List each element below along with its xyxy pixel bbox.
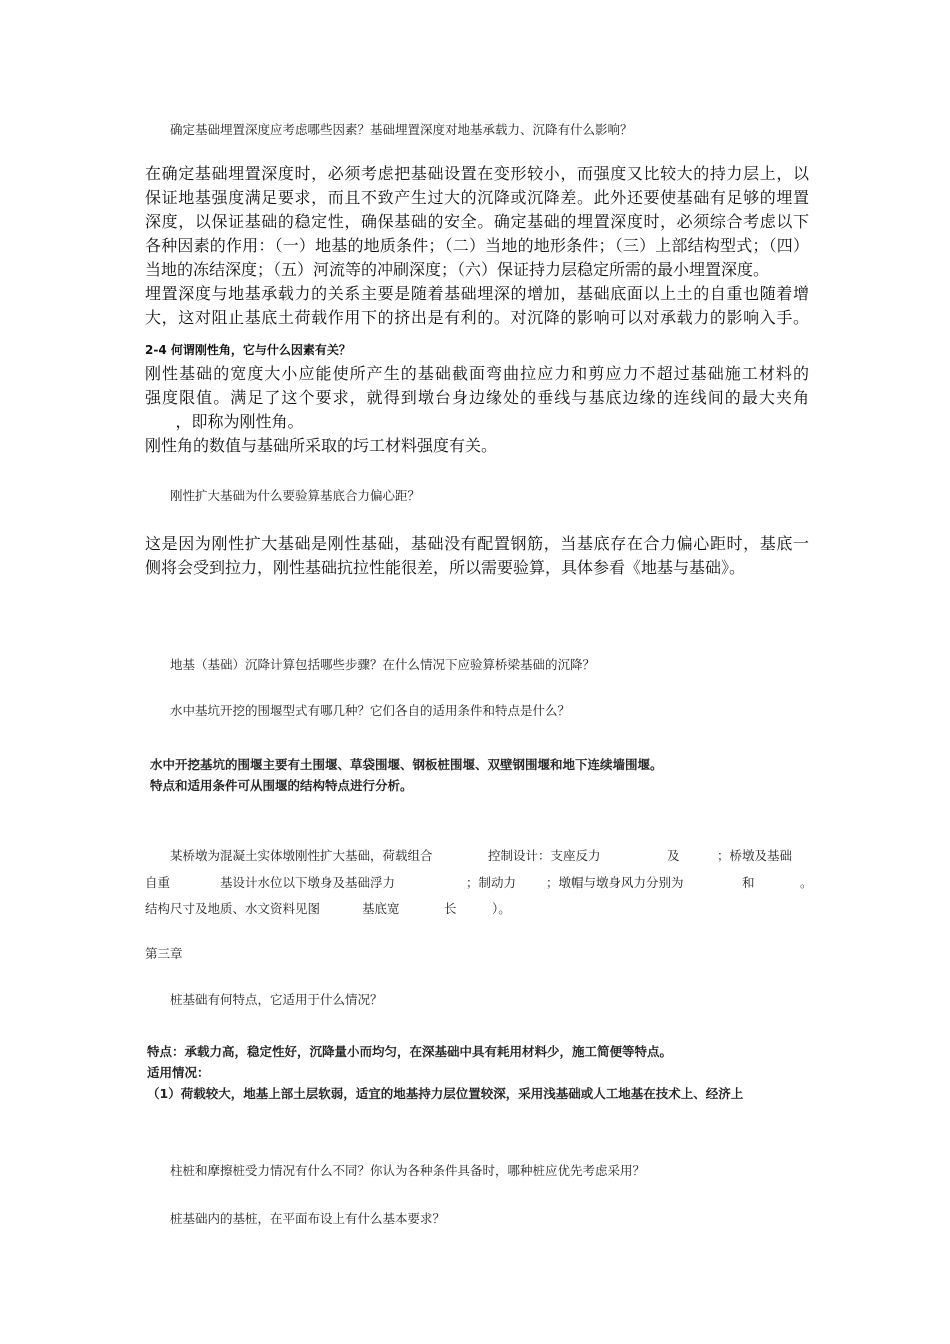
question-pile-layout: 桩基础内的基桩，在平面布设上有什么基本要求？ bbox=[170, 1211, 446, 1226]
answer-pile-image bbox=[147, 1041, 743, 1104]
question-pile-foundation: 桩基础有何特点，它适用于什么情况？ bbox=[170, 992, 383, 1007]
answer-line: 强度限值。满足了这个要求，就得到墩台身边缘处的垂线与基底边缘的连线间的最大夹角 bbox=[145, 388, 809, 407]
answer-line: 保证地基强度满足要求，而且不致产生过大的沉降或沉降差。此外还要使基础有足够的埋置 bbox=[145, 188, 809, 207]
question-burial-depth: 确定基础埋置深度应考虑哪些因素？基础埋置深度对地基承载力、沉降有什么影响？ bbox=[170, 122, 633, 137]
answer-line: 各种因素的作用：（一）地基的地质条件；（二）当地的地形条件；（三）上部结构型式；（四） bbox=[145, 236, 809, 255]
answer-line: 深度，以保证基础的稳定性，确保基础的安全。确定基础的埋置深度时，必须综合考虑以下 bbox=[145, 212, 809, 231]
answer-cofferdam-image bbox=[150, 754, 663, 796]
answer-line: 适用情况： bbox=[147, 1065, 210, 1080]
answer-line: 这是因为刚性扩大基础是刚性基础，基础没有配置钢筋，当基底存在合力偏心距时，基底一 bbox=[145, 534, 809, 553]
answer-line: 刚性角的数值与基础所采取的圬工材料强度有关。 bbox=[145, 436, 498, 455]
answer-eccentricity bbox=[145, 532, 809, 580]
question-pile-types: 柱桩和摩擦桩受力情况有什么不同？你认为各种条件具备时，哪种桩应优先考虑采用？ bbox=[170, 1163, 646, 1178]
answer-line: 埋置深度与地基承载力的关系主要是随着基础埋深的增加，基础底面以上土的自重也随着增 bbox=[145, 284, 809, 303]
answer-line: 在确定基础埋置深度时，必须考虑把基础设置在变形较小，而强度又比较大的持力层上，以 bbox=[145, 164, 809, 183]
answer-line: ，即称为刚性角。 bbox=[145, 412, 304, 431]
answer-line: 水中开挖基坑的围堰主要有土围堰、草袋围堰、钢板桩围堰、双壁钢围堰和地下连续墙围堰。 bbox=[150, 757, 663, 772]
answer-line: 大，这对阻止基底土荷载作用下的挤出是有利的。对沉降的影响可以对承载力的影响入手。 bbox=[145, 308, 809, 327]
answer-line: 当地的冻结深度；（五）河流等的冲刷深度；（六）保证持力层稳定所需的最小埋置深度。 bbox=[145, 260, 770, 279]
question-cofferdam: 水中基坑开挖的围堰型式有哪几种？它们各自的适用条件和特点是什么？ bbox=[170, 703, 571, 718]
question-2-4: 2-4 何谓刚性角，它与什么因素有关？ bbox=[145, 343, 351, 357]
answer-line: 侧将会受到拉力，刚性基础抗拉性能很差，所以需要验算，具体参看《地基与基础》。 bbox=[145, 558, 746, 577]
chapter-heading: 第三章 bbox=[145, 946, 183, 961]
answer-burial-depth bbox=[145, 162, 809, 330]
answer-rigid-angle bbox=[145, 362, 809, 458]
question-eccentricity: 刚性扩大基础为什么要验算基底合力偏心距？ bbox=[170, 488, 421, 503]
answer-line: 特点和适用条件可从围堰的结构特点进行分析。 bbox=[150, 778, 413, 793]
answer-line: 刚性基础的宽度大小应能使所产生的基础截面弯曲拉应力和剪应力不超过基础施工材料的 bbox=[145, 364, 809, 383]
question-settlement: 地基（基础）沉降计算包括哪些步骤？在什么情况下应验算桥梁基础的沉降？ bbox=[170, 657, 596, 672]
answer-line: （1）荷载较大，地基上部土层软弱，适宜的地基持力层位置较深，采用浅基础或人工地基在技术上、经济上 bbox=[147, 1086, 744, 1101]
answer-line: 特点：承载力高，稳定性好，沉降量小而均匀，在深基础中具有耗用材料少，施工简便等特点。 bbox=[147, 1044, 673, 1059]
